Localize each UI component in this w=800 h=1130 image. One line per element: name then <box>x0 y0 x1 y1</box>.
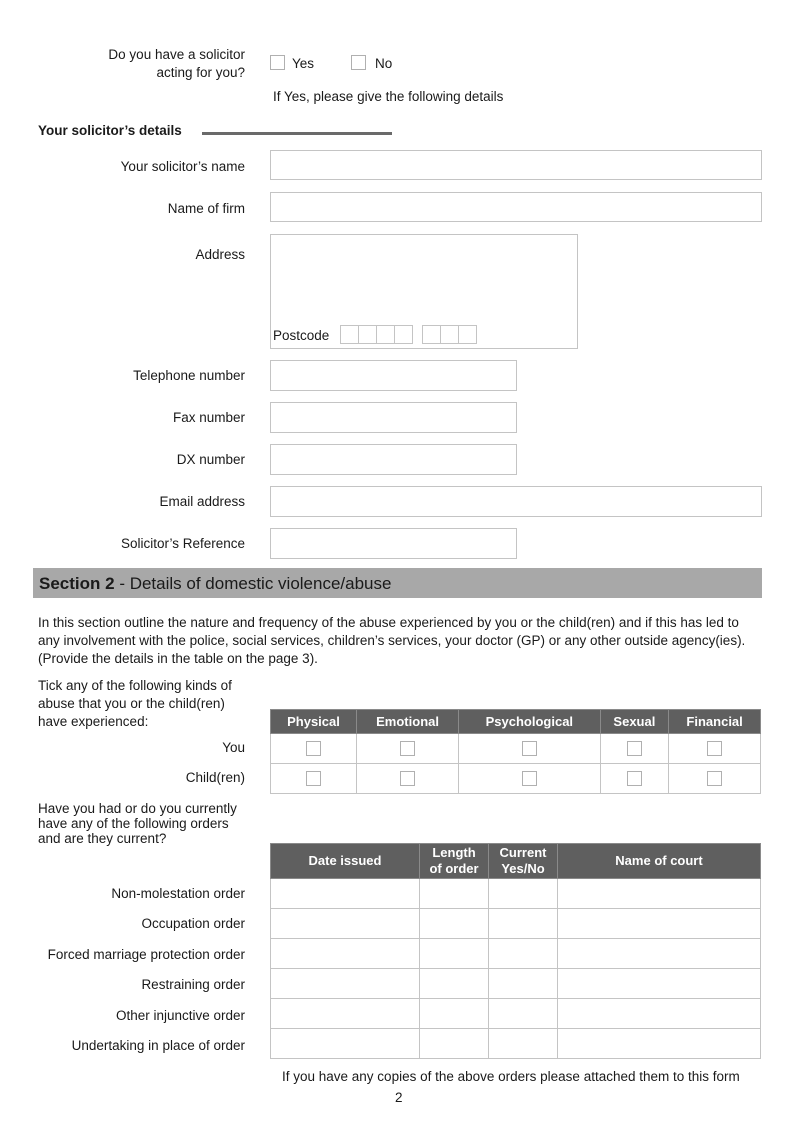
solicitor-no-label: No <box>375 56 393 71</box>
court-cell[interactable] <box>558 999 761 1029</box>
address-label: Address <box>195 247 245 262</box>
reference-field[interactable] <box>270 528 517 559</box>
you-emotional-checkbox[interactable] <box>400 741 415 756</box>
date-issued-cell[interactable] <box>271 1029 420 1059</box>
fax-label: Fax number <box>172 410 245 425</box>
solicitor-details-heading: Your solicitor’s details <box>38 123 182 138</box>
orders-row-non-molestation <box>271 879 761 909</box>
section-2-title-bold: Section 2 <box>39 574 115 593</box>
current-cell[interactable] <box>489 1029 558 1059</box>
postcode-box[interactable] <box>440 325 459 344</box>
dx-label: DX number <box>176 452 245 467</box>
orders-row-other-injunctive <box>271 999 761 1029</box>
solicitor-name-field[interactable] <box>270 150 762 180</box>
solicitor-note: If Yes, please give the following details <box>273 89 504 104</box>
abuse-table-header <box>271 710 761 734</box>
abuse-col-emotional: Emotional <box>357 710 459 734</box>
current-cell[interactable] <box>489 879 558 909</box>
current-cell[interactable] <box>489 969 558 999</box>
section-2-header <box>33 568 762 598</box>
children-financial-checkbox[interactable] <box>707 771 722 786</box>
abuse-row-children <box>271 764 761 794</box>
orders-col-current <box>489 844 558 879</box>
telephone-label: Telephone number <box>133 368 245 383</box>
intro-line-2: any involvement with the police, social services, children’s services, your doctor (GP) or any other outside agency(ies). <box>38 633 746 648</box>
court-cell[interactable] <box>558 1029 761 1059</box>
abuse-cell <box>459 734 600 764</box>
fax-field[interactable] <box>270 402 517 433</box>
heading-rule <box>202 132 392 135</box>
page-number: 2 <box>395 1090 403 1105</box>
abuse-cell <box>357 764 459 794</box>
abuse-prompt-line-1: Tick any of the following kinds of <box>38 678 232 693</box>
dx-field[interactable] <box>270 444 517 475</box>
children-sexual-checkbox[interactable] <box>627 771 642 786</box>
section-2-title-rest: - Details of domestic violence/abuse <box>114 574 392 593</box>
current-cell[interactable] <box>489 939 558 969</box>
orders-row-undertaking <box>271 1029 761 1059</box>
solicitor-yes-label: Yes <box>292 56 315 71</box>
abuse-col-psychological: Psychological <box>459 710 600 734</box>
abuse-col-financial: Financial <box>669 710 761 734</box>
orders-prompt <box>38 801 237 846</box>
orders-col-length-line1: Length <box>432 845 476 860</box>
email-field[interactable] <box>270 486 762 517</box>
date-issued-cell[interactable] <box>271 909 420 939</box>
court-cell[interactable] <box>558 879 761 909</box>
length-cell[interactable] <box>420 909 489 939</box>
intro-line-1: In this section outline the nature and frequency of the abuse experienced by you or the child(ren) and if this has led to <box>38 615 739 630</box>
order-label-other-injunctive: Other injunctive order <box>115 1008 245 1023</box>
solicitor-question-line2: acting for you? <box>156 65 245 80</box>
abuse-prompt-line-2: abuse that you or the child(ren) <box>38 696 225 711</box>
postcode-label: Postcode <box>273 328 330 343</box>
orders-prompt-line-3: and are they current? <box>38 831 167 846</box>
orders-col-current-line1: Current <box>499 845 547 860</box>
orders-col-court: Name of court <box>558 844 761 879</box>
abuse-row-label-children: Child(ren) <box>185 770 245 785</box>
date-issued-cell[interactable] <box>271 999 420 1029</box>
abuse-table <box>270 709 761 794</box>
firm-name-field[interactable] <box>270 192 762 222</box>
children-psychological-checkbox[interactable] <box>522 771 537 786</box>
postcode-box[interactable] <box>340 325 359 344</box>
date-issued-cell[interactable] <box>271 939 420 969</box>
order-label-undertaking: Undertaking in place of order <box>71 1038 245 1053</box>
date-issued-cell[interactable] <box>271 969 420 999</box>
abuse-row-label-you: You <box>222 740 245 755</box>
children-emotional-checkbox[interactable] <box>400 771 415 786</box>
firm-name-label: Name of firm <box>167 201 245 216</box>
you-financial-checkbox[interactable] <box>707 741 722 756</box>
intro-line-3: (Provide the details in the table on the page 3). <box>38 651 318 666</box>
order-label-restraining: Restraining order <box>141 977 245 992</box>
court-cell[interactable] <box>558 969 761 999</box>
court-cell[interactable] <box>558 909 761 939</box>
current-cell[interactable] <box>489 999 558 1029</box>
abuse-cell <box>600 734 669 764</box>
you-sexual-checkbox[interactable] <box>627 741 642 756</box>
abuse-col-physical: Physical <box>271 710 357 734</box>
abuse-row-you <box>271 734 761 764</box>
orders-table <box>270 843 761 1059</box>
email-label: Email address <box>159 494 245 509</box>
length-cell[interactable] <box>420 969 489 999</box>
abuse-col-sexual: Sexual <box>600 710 669 734</box>
orders-row-occupation <box>271 909 761 939</box>
abuse-cell <box>271 764 357 794</box>
children-physical-checkbox[interactable] <box>306 771 321 786</box>
length-cell[interactable] <box>420 999 489 1029</box>
order-label-non-molestation: Non-molestation order <box>111 886 245 901</box>
length-cell[interactable] <box>420 879 489 909</box>
orders-row-restraining <box>271 969 761 999</box>
postcode-box[interactable] <box>422 325 441 344</box>
address-field[interactable] <box>270 234 578 349</box>
reference-label: Solicitor’s Reference <box>120 536 245 551</box>
abuse-cell <box>271 734 357 764</box>
court-cell[interactable] <box>558 939 761 969</box>
you-psychological-checkbox[interactable] <box>522 741 537 756</box>
orders-row-forced-marriage <box>271 939 761 969</box>
orders-prompt-line-2: have any of the following orders <box>38 816 229 831</box>
section-2-intro <box>38 614 745 668</box>
you-physical-checkbox[interactable] <box>306 741 321 756</box>
abuse-cell <box>669 734 761 764</box>
orders-col-length-line2: of order <box>429 861 479 876</box>
date-issued-cell[interactable] <box>271 879 420 909</box>
postcode-box[interactable] <box>394 325 413 344</box>
abuse-cell <box>600 764 669 794</box>
abuse-cell <box>357 734 459 764</box>
current-cell[interactable] <box>489 909 558 939</box>
abuse-cell <box>669 764 761 794</box>
solicitor-name-label: Your solicitor’s name <box>120 159 245 174</box>
length-cell[interactable] <box>420 1029 489 1059</box>
solicitor-no-checkbox[interactable] <box>351 55 366 70</box>
postcode-boxes[interactable] <box>340 325 476 347</box>
telephone-field[interactable] <box>270 360 517 391</box>
solicitor-question-label <box>108 46 245 82</box>
solicitor-yes-checkbox[interactable] <box>270 55 285 70</box>
orders-note: If you have any copies of the above orders please attached them to this form <box>282 1069 740 1084</box>
order-label-occupation: Occupation order <box>141 916 245 931</box>
postcode-box[interactable] <box>376 325 395 344</box>
orders-col-current-line2: Yes/No <box>501 861 545 876</box>
orders-prompt-line-1: Have you had or do you currently <box>38 801 237 816</box>
order-label-forced-marriage: Forced marriage protection order <box>47 947 245 962</box>
orders-col-length <box>420 844 489 879</box>
orders-table-header <box>271 844 761 879</box>
length-cell[interactable] <box>420 939 489 969</box>
orders-col-date: Date issued <box>271 844 420 879</box>
abuse-prompt-line-3: have experienced: <box>38 714 149 729</box>
abuse-cell <box>459 764 600 794</box>
solicitor-question-line1: Do you have a solicitor <box>108 47 245 62</box>
abuse-prompt <box>38 677 232 731</box>
postcode-box[interactable] <box>358 325 377 344</box>
postcode-box[interactable] <box>458 325 477 344</box>
